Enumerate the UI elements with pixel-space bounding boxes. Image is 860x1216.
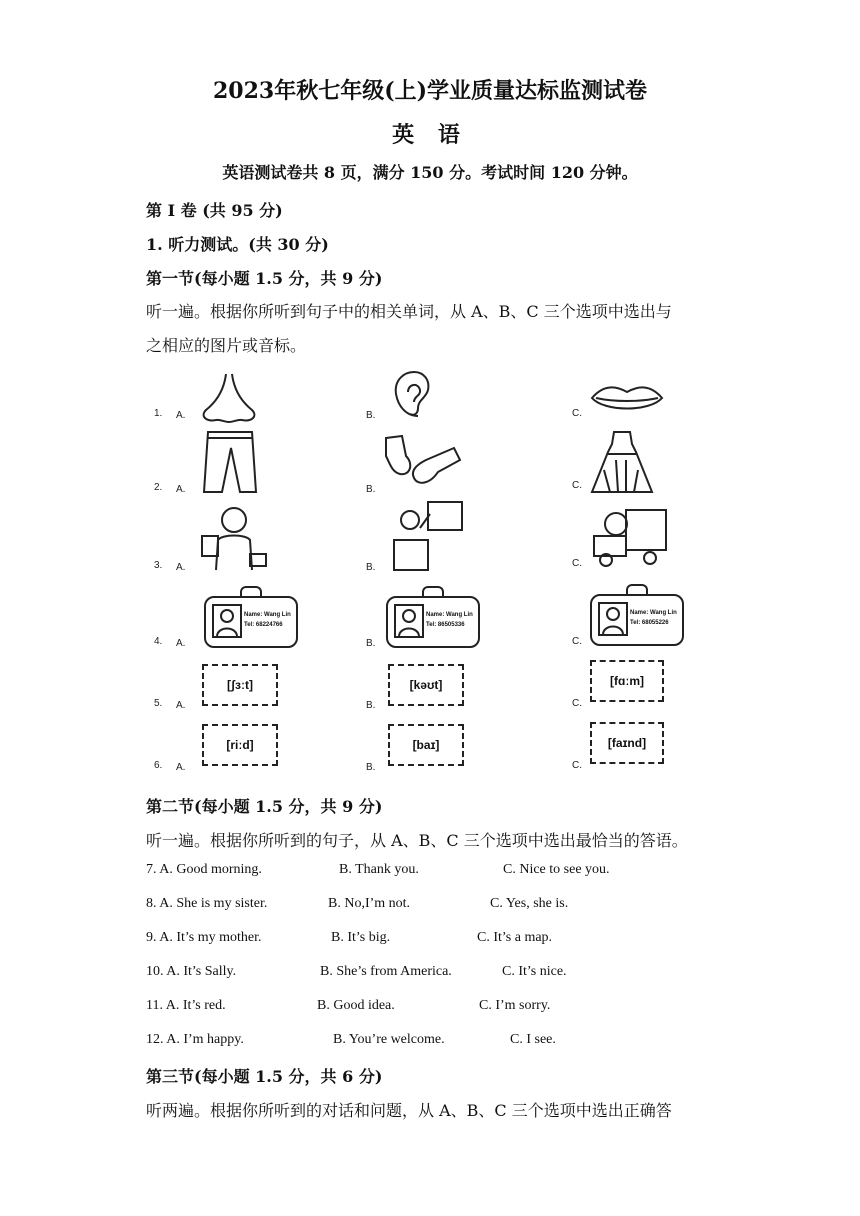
doctor-icon	[198, 506, 270, 572]
phonetic-box-5b: [kəʊt]	[388, 664, 464, 706]
section-3-heading: 第三节(每小题 1.5 分，共 6 分)	[146, 1067, 383, 1086]
phonetic-box-6b: [baɪ]	[388, 724, 464, 766]
id-card-b-clip	[422, 586, 444, 598]
person-icon	[598, 602, 628, 636]
row-6-option-b: B.	[366, 762, 376, 773]
delivery-driver-icon	[588, 502, 670, 568]
id-card-b-tel: Tel: 86505336	[426, 622, 465, 628]
id-card-b-name: Name: Wang Lin	[426, 612, 473, 618]
row-1-option-b: B.	[366, 410, 376, 421]
section-1-instruction-line2: 之相应的图片或音标。	[146, 336, 307, 355]
row-4-number: 4.	[154, 636, 163, 647]
person-icon	[394, 604, 424, 638]
row-3-number: 3.	[154, 560, 163, 571]
section-1-instruction-line1: 听一遍。根据你所听到句子中的相关单词，从 A、B、C 三个选项中选出与	[146, 302, 672, 321]
part-one-heading: 第 Ⅰ 卷 (共 95 分)	[146, 201, 283, 220]
row-5-number: 5.	[154, 698, 163, 709]
row-2-option-c: C.	[572, 480, 582, 491]
q8-option-b: B. No,I’m not.	[328, 896, 411, 911]
person-icon	[212, 604, 242, 638]
id-card-c-name: Name: Wang Lin	[630, 610, 677, 616]
row-4-option-b: B.	[366, 638, 376, 649]
q10-option-c: C. It’s nice.	[502, 964, 567, 979]
id-card-a-name: Name: Wang Lin	[244, 612, 291, 618]
row-6-number: 6.	[154, 760, 163, 771]
row-2-option-a: A.	[176, 484, 186, 495]
exam-title: 2023年秋七年级(上)学业质量达标监测试卷	[212, 78, 648, 104]
q9-option-a: 9. A. It’s my mother.	[146, 930, 262, 945]
id-card-a-tel: Tel: 68224766	[244, 622, 283, 628]
row-1-number: 1.	[154, 408, 163, 419]
row-2-option-b: B.	[366, 484, 376, 495]
row-5-option-c: C.	[572, 698, 582, 709]
q7-option-a: 7. A. Good morning.	[146, 862, 262, 877]
section-2-heading: 第二节(每小题 1.5 分，共 9 分)	[146, 797, 383, 816]
q7-option-c: C. Nice to see you.	[503, 862, 610, 877]
phonetic-box-5c: [fɑːm]	[590, 660, 664, 702]
mouth-icon	[590, 380, 664, 416]
q11-option-c: C. I’m sorry.	[479, 998, 551, 1013]
row-5-option-b: B.	[366, 700, 376, 711]
nose-icon	[198, 372, 260, 424]
row-3-option-b: B.	[366, 562, 376, 573]
q8-option-c: C. Yes, she is.	[490, 896, 569, 911]
phonetic-box-5a: [ʃɜːt]	[202, 664, 278, 706]
teacher-icon	[390, 498, 466, 572]
section-1-heading: 第一节(每小题 1.5 分，共 9 分)	[146, 269, 383, 288]
section-3-instruction: 听两遍。根据你所听到的对话和问题，从 A、B、C 三个选项中选出正确答	[146, 1101, 672, 1120]
row-3-option-a: A.	[176, 562, 186, 573]
subject-title: 英 语	[392, 122, 468, 148]
phonetic-box-6c: [faɪnd]	[590, 722, 664, 764]
row-1-option-a: A.	[176, 410, 186, 421]
q11-option-a: 11. A. It’s red.	[146, 998, 226, 1013]
exam-intro: 英语测试卷共 8 页，满分 150 分。考试时间 120 分钟。	[222, 163, 638, 182]
dress-icon	[590, 430, 654, 494]
question-1-title: 1. 听力测试。(共 30 分)	[146, 235, 329, 254]
phonetic-box-6a: [riːd]	[202, 724, 278, 766]
q10-option-a: 10. A. It’s Sally.	[146, 964, 237, 979]
row-4-option-a: A.	[176, 638, 186, 649]
q12-option-a: 12. A. I’m happy.	[146, 1032, 244, 1047]
row-6-option-c: C.	[572, 760, 582, 771]
section-2-instruction: 听一遍。根据你所听到的句子，从 A、B、C 三个选项中选出最恰当的答语。	[146, 831, 688, 850]
row-4-option-c: C.	[572, 636, 582, 647]
row-2-number: 2.	[154, 482, 163, 493]
row-1-option-c: C.	[572, 408, 582, 419]
trousers-icon	[200, 430, 260, 494]
q7-option-b: B. Thank you.	[339, 862, 419, 877]
q12-option-b: B. You’re welcome.	[333, 1032, 445, 1047]
id-card-c-clip	[626, 584, 648, 596]
q12-option-c: C. I see.	[510, 1032, 556, 1047]
q8-option-a: 8. A. She is my sister.	[146, 896, 268, 911]
q11-option-b: B. Good idea.	[317, 998, 395, 1013]
id-card-a	[204, 596, 298, 648]
q10-option-b: B. She’s from America.	[320, 964, 452, 979]
q9-option-b: B. It’s big.	[331, 930, 391, 945]
socks-icon	[380, 434, 464, 494]
q9-option-c: C. It’s a map.	[477, 930, 553, 945]
row-3-option-c: C.	[572, 558, 582, 569]
id-card-c	[590, 594, 684, 646]
ear-icon	[388, 370, 432, 420]
id-card-c-tel: Tel: 68055226	[630, 620, 669, 626]
row-5-option-a: A.	[176, 700, 186, 711]
row-6-option-a: A.	[176, 762, 186, 773]
id-card-b	[386, 596, 480, 648]
id-card-a-clip	[240, 586, 262, 598]
